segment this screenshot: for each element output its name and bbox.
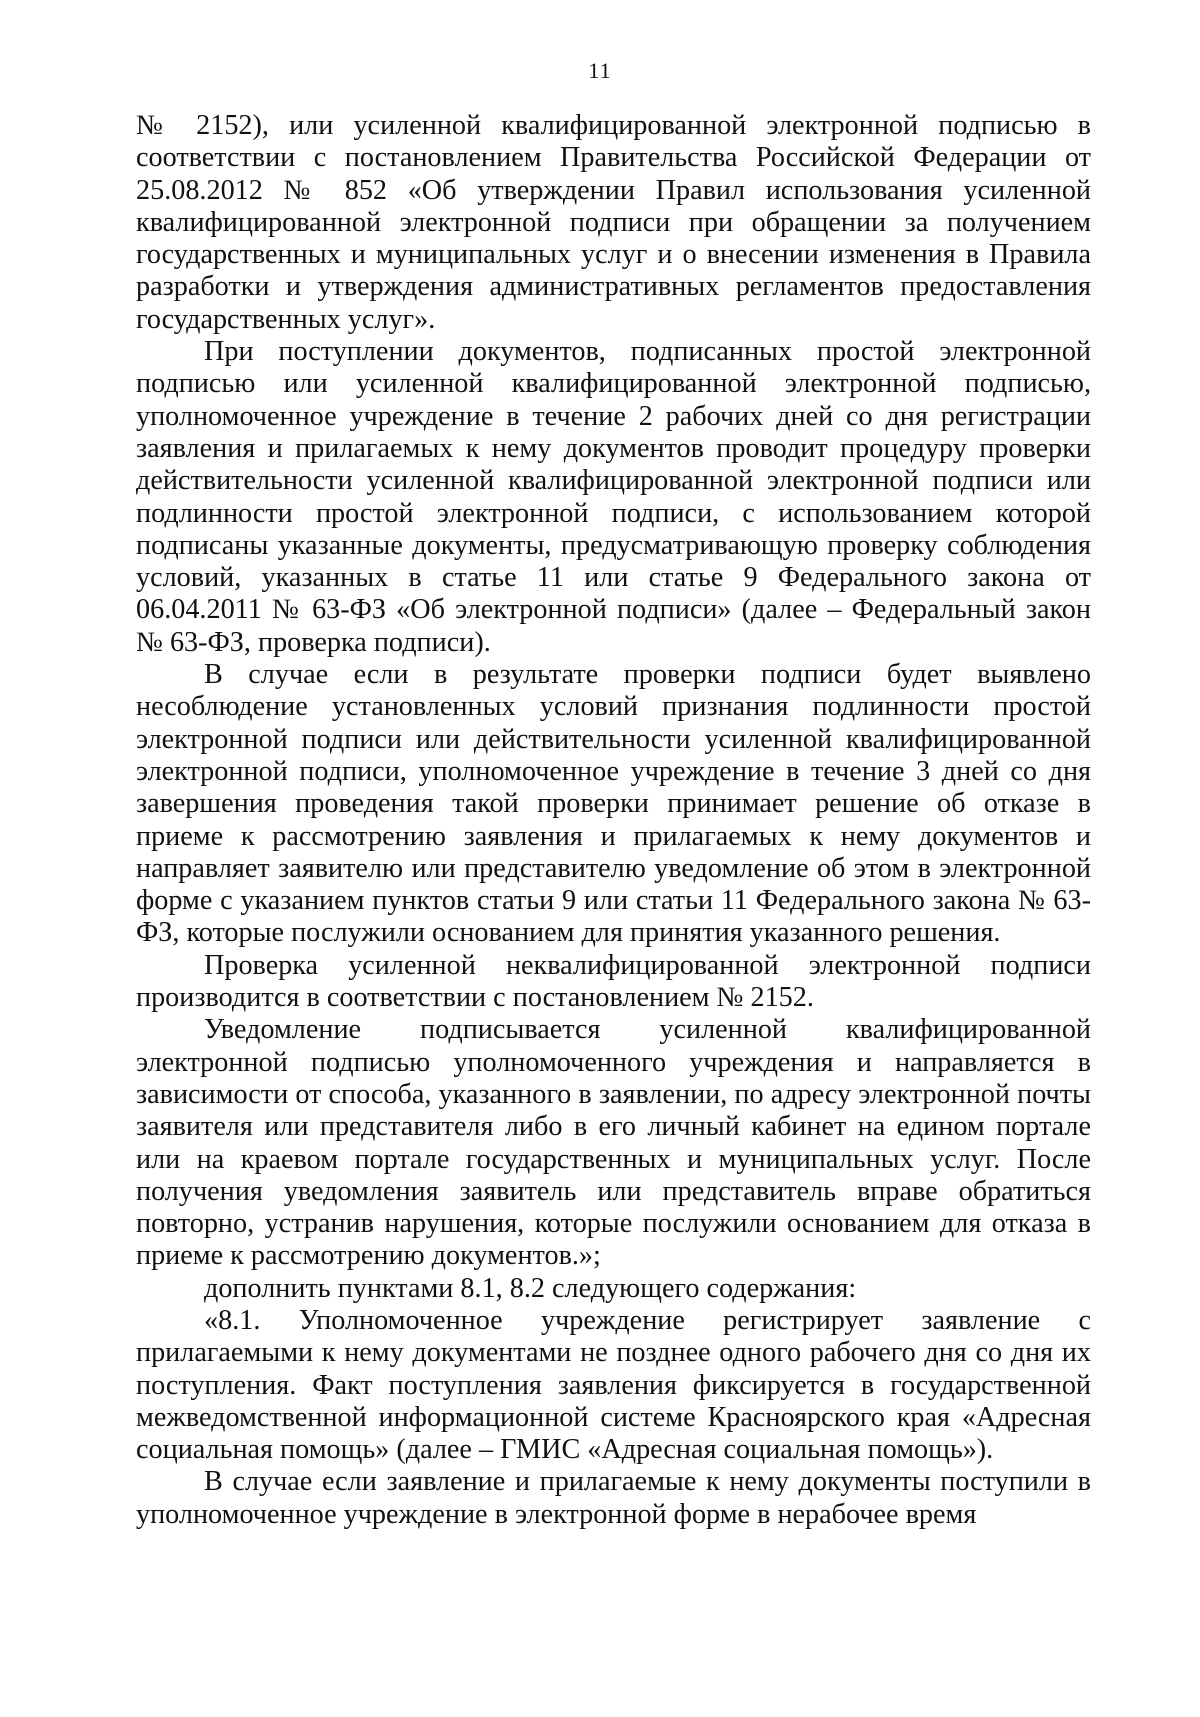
paragraph-7: «8.1. Уполномоченное учреждение регистрирует заявление с прилагаемыми к нему документами не позднее одного рабочего дня со дня их поступления. Факт поступления заявления фиксируется в государственной межведомственной информационной системе Красноярского края «Адресная социальная помощь» (далее – ГМИС «Адресная социальная помощь»). bbox=[136, 1304, 1091, 1466]
paragraph-1: № 2152), или усиленной квалифицированной электронной подписью в соответствии с постановлением Правительства Российской Федерации от 25.08.2012 № 852 «Об утверждении Правил использования усиленной квалифицированной электронной подписи при обращении за получением государственных и муниципальных услуг и о внесении изменения в Правила разработки и утверждения административных регламентов предоставления государственных услуг». bbox=[136, 110, 1091, 335]
paragraph-3: В случае если в результате проверки подписи будет выявлено несоблюдение установленных условий признания подлинности простой электронной подписи или действительности усиленной квалифицированной электронной подписи, уполномоченное учреждение в течение 3 дней со дня завершения проведения такой проверки принимает решение об отказе в приеме к рассмотрению заявления и прилагаемых к нему документов и направляет заявителю или представителю уведомление об этом в электронной форме с указанием пунктов статьи 9 или статьи 11 Федерального закона № 63-ФЗ, которые послужили основанием для принятия указанного решения. bbox=[136, 659, 1091, 949]
paragraph-5: Уведомление подписывается усиленной квалифицированной электронной подписью уполномоченного учреждения и направляется в зависимости от способа, указанного в заявлении, по адресу электронной почты заявителя или представителя либо в его личный кабинет на едином портале или на краевом портале государственных и муниципальных услуг. После получения уведомления заявитель или представитель вправе обратиться повторно, устранив нарушения, которые послужили основанием для отказа в приеме к рассмотрению документов.»; bbox=[136, 1014, 1091, 1272]
body-text bbox=[136, 110, 1091, 1531]
paragraph-8: В случае если заявление и прилагаемые к нему документы поступили в уполномоченное учреждение в электронной форме в нерабочее время bbox=[136, 1466, 1091, 1530]
paragraph-2: При поступлении документов, подписанных простой электронной подписью или усиленной квалифицированной электронной подписью, уполномоченное учреждение в течение 2 рабочих дней со дня регистрации заявления и прилагаемых к нему документов проводит процедуру проверки действительности усиленной квалифицированной электронной подписи или подлинности простой электронной подписи, с использованием которой подписаны указанные документы, предусматривающую проверку соблюдения условий, указанных в статье 11 или статье 9 Федерального закона от 06.04.2011 № 63-ФЗ «Об электронной подписи» (далее – Федеральный закон № 63-ФЗ, проверка подписи). bbox=[136, 336, 1091, 658]
paragraph-4: Проверка усиленной неквалифицированной электронной подписи производится в соответствии с постановлением № 2152. bbox=[136, 949, 1091, 1014]
page-number: 11 bbox=[588, 58, 612, 83]
paragraph-6: дополнить пунктами 8.1, 8.2 следующего содержания: bbox=[204, 1272, 857, 1304]
